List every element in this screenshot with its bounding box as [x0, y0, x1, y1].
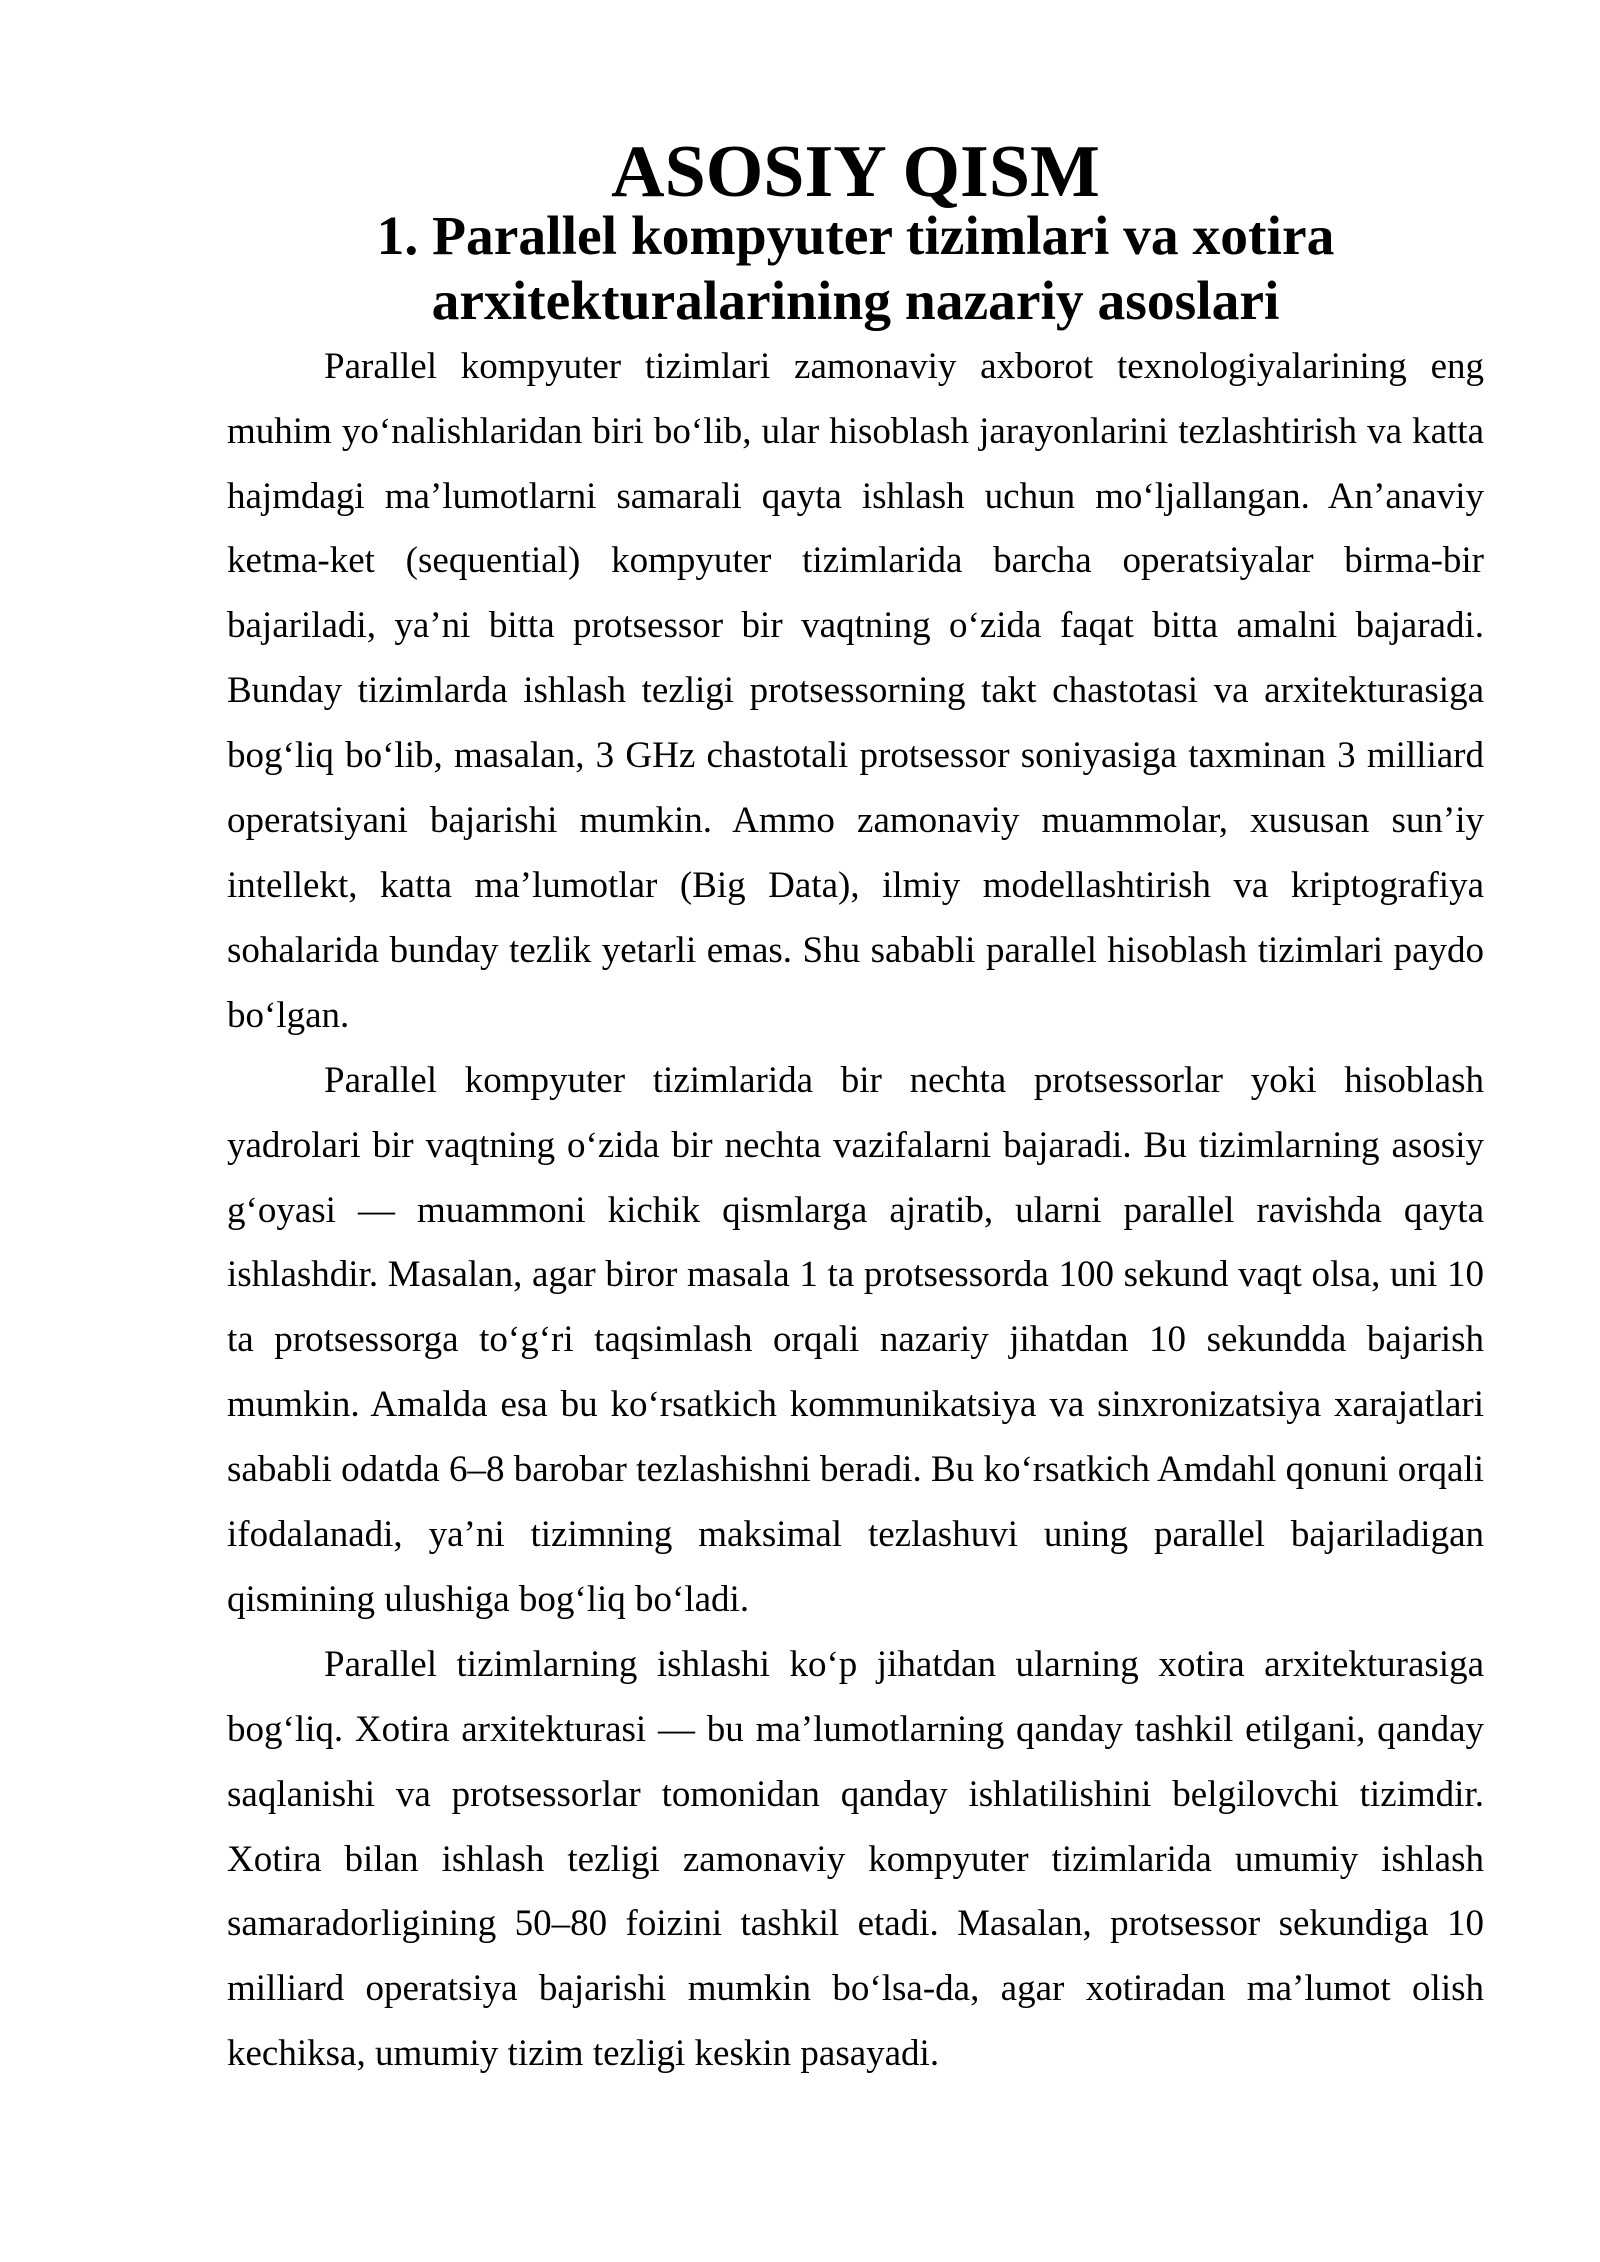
page-title: ASOSIY QISM	[611, 131, 1100, 213]
body-paragraph: Parallel kompyuter tizimlarida bir nechta protsessorlar yoki hisoblash yadrolari bir vaqtning o‘zida bir nechta vazifalarni bajaradi. Bu tizimlarning asosiy g‘oyasi — muammoni kichik qismlarga ajratib, ularni parallel ravishda qayta ishlashdir. Masalan, agar biror masala 1 ta protsessorda 100 sekund vaqt olsa, uni 10 ta protsessorga to‘g‘ri taqsimlash orqali nazariy jihatdan 10 sekundda bajarish mumkin. Amalda esa bu ko‘rsatkich kommunikatsiya va sinxronizatsiya xarajatlari sababli odatda 6–8 barobar tezlashishni beradi. Bu ko‘rsatkich Amdahl qonuni orqali ifodalanadi, ya’ni tizimning maksimal tezlashuvi uning parallel bajariladigan qismining ulushiga bog‘liq bo‘ladi.	[227, 1059, 1484, 1620]
body-paragraph: Parallel kompyuter tizimlari zamonaviy axborot texnologiyalarining eng muhim yo‘nalishlaridan biri bo‘lib, ular hisoblash jarayonlarini tezlashtirish va katta hajmdagi ma’lumotlarni samarali qayta ishlash uchun mo‘ljallangan. An’anaviy ketma-ket (sequential) kompyuter tizimlarida barcha operatsiyalar birma-bir bajariladi, ya’ni bitta protsessor bir vaqtning o‘zida faqat bitta amalni bajaradi. Bunday tizimlarda ishlash tezligi protsessorning takt chastotasi va arxitekturasiga bog‘liq bo‘lib, masalan, 3 GHz chastotali protsessor soniyasiga taxminan 3 milliard operatsiyani bajarishi mumkin. Ammo zamonaviy muammolar, xususan sun’iy intellekt, katta ma’lumotlar (Big Data), ilmiy modellashtirish va kriptografiya sohalarida bunday tezlik yetarli emas. Shu sababli parallel hisoblash tizimlari paydo bo‘lgan.	[227, 345, 1484, 1036]
section-heading: 1. Parallel kompyuter tizimlari va xotira arxitekturalarining nazariy asoslari	[376, 205, 1335, 332]
body-paragraph: Parallel tizimlarning ishlashi ko‘p jihatdan ularning xotira arxitekturasiga bog‘liq. Xotira arxitekturasi — bu ma’lumotlarning qanday tashkil etilgani, qanday saqlanishi va protsessorlar tomonidan qanday ishlatilishini belgilovchi tizimdir. Xotira bilan ishlash tezligi zamonaviy kompyuter tizimlarida umumiy ishlash samaradorligining 50–80 foizini tashkil etadi. Masalan, protsessor sekundiga 10 milliard operatsiya bajarishi mumkin bo‘lsa-da, agar xotiradan ma’lumot olish kechiksa, umumiy tizim tezligi keskin pasayadi.	[227, 1643, 1484, 2075]
